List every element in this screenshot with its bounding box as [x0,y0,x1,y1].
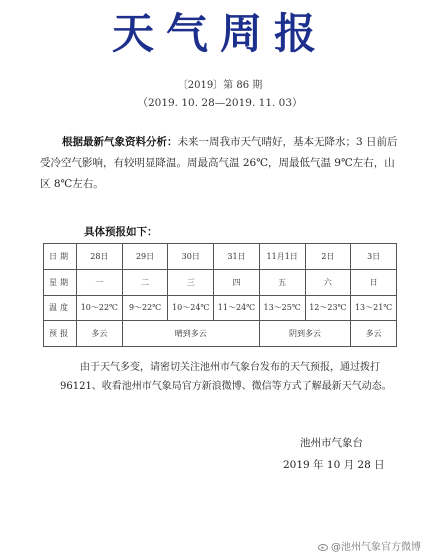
weekday-row [44,269,397,295]
weather-cell: 晴到多云 [122,321,259,347]
date-cell: 3日 [351,244,397,270]
row-label-weather: 预报 [44,321,77,347]
issue-number: 〔2019〕第 86 期 [177,80,263,91]
date-cell: 28日 [77,244,123,270]
weekday-cell: 二 [122,269,168,295]
temperature-cell: 10～22℃ [77,295,123,321]
weekday-cell: 三 [168,269,214,295]
weekday-cell: 一 [77,269,123,295]
forecast-table [43,243,397,347]
weather-row [44,321,397,347]
weibo-watermark [318,538,421,553]
temperature-cell: 10～24℃ [168,295,214,321]
date-row [44,244,397,270]
weekday-cell: 四 [214,269,260,295]
date-cell: 2日 [305,244,351,270]
date-cell: 11月1日 [259,244,305,270]
issue-date: 2019 年 10 月 28 日 [283,459,385,471]
masthead-title: 天气周报 [111,9,328,58]
date-cell: 30日 [168,244,214,270]
weekday-cell: 日 [351,269,397,295]
weather-cell: 多云 [77,321,123,347]
watermark-text: @池州气象官方微博 [331,542,421,553]
row-label-weekday: 星期 [44,269,77,295]
temperature-cell: 11～24℃ [214,295,260,321]
temperature-cell: 12～23℃ [305,295,351,321]
forecast-period: （2019. 10. 28—2019. 11. 03） [137,97,303,109]
forecast-heading: 具体预报如下： [84,226,158,238]
notice-paragraph: 由于天气多变，请密切关注池州市气象台发布的天气预报，通过拨打96121、收看池州市气象局官方新浪微博、微信等方式了解最新天气动态。 [60,362,392,392]
weekday-cell: 六 [305,269,351,295]
date-cell: 29日 [122,244,168,270]
issuer-name: 池州市气象台 [300,437,363,449]
date-cell: 31日 [214,244,260,270]
analysis-lead: 根据最新气象资料分析： [62,136,178,148]
weather-cell: 阴到多云 [259,321,350,347]
analysis-paragraph [40,132,402,195]
row-label-date: 日期 [44,244,77,270]
temperature-cell: 9～22℃ [122,295,168,321]
temperature-cell: 13～21℃ [351,295,397,321]
row-label-temperature: 温度 [44,295,77,321]
analysis-text: 未来一周我市天气晴好，基本无降水；3 日前后受冷空气影响，有较明显降温。周最高气温 26℃，周最低气温 9℃左右，山区 8℃左右。 [40,136,398,190]
temperature-cell: 13～25℃ [259,295,305,321]
temperature-row [44,295,397,321]
weibo-icon [318,542,329,551]
weekday-cell: 五 [259,269,305,295]
weather-cell: 多云 [351,321,397,347]
